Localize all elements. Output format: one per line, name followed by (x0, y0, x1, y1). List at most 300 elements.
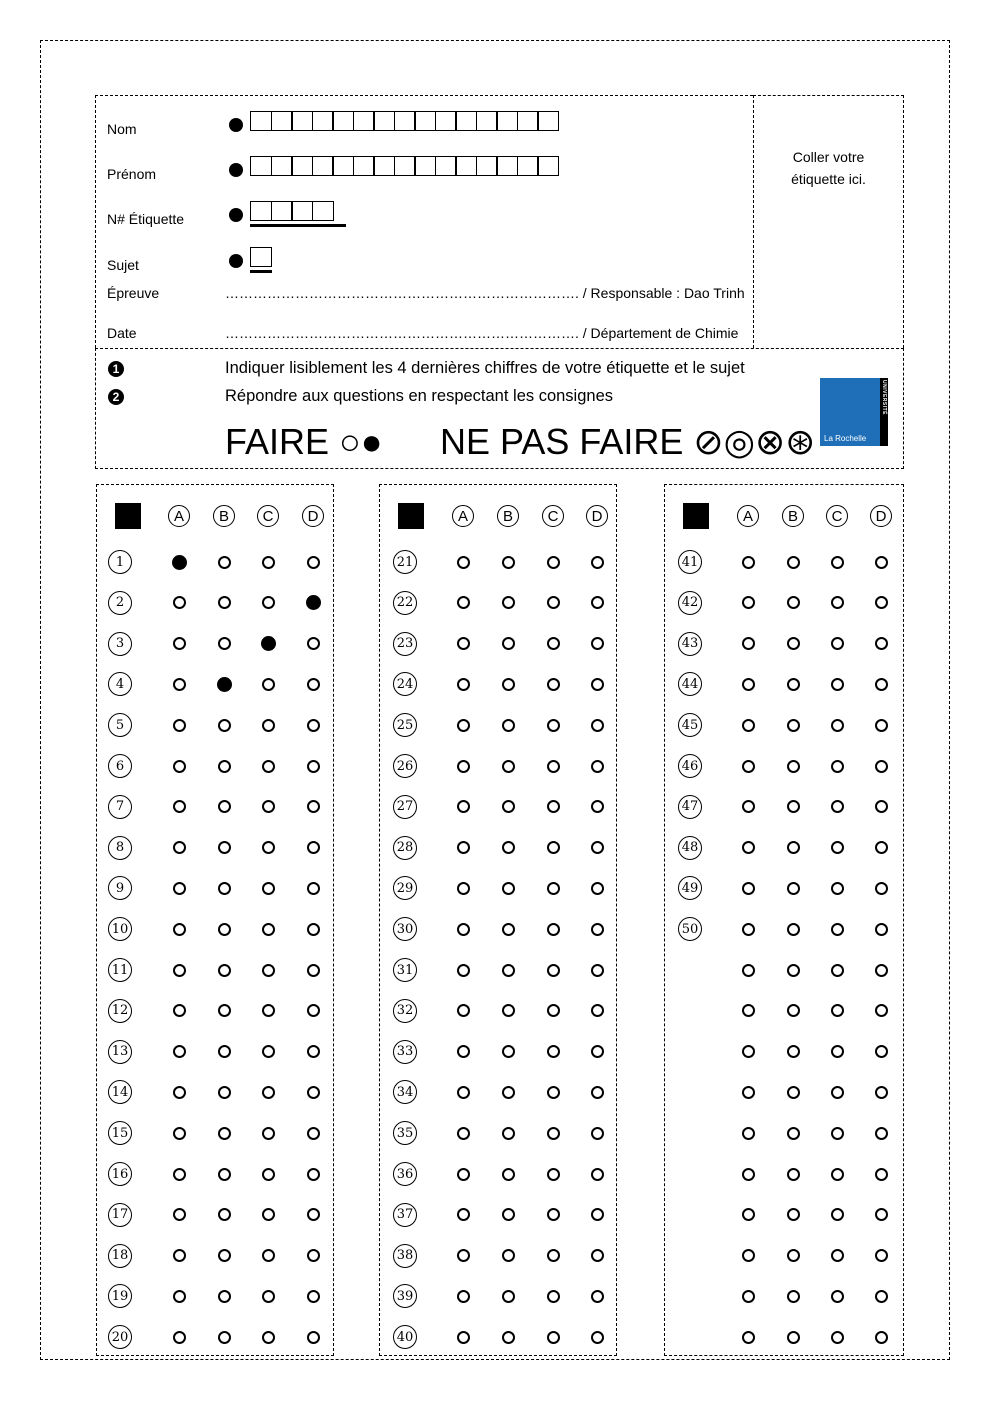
character-box[interactable] (250, 247, 272, 267)
answer-bubble[interactable] (218, 800, 231, 813)
answer-bubble[interactable] (875, 719, 888, 732)
answer-bubble[interactable] (547, 678, 560, 691)
answer-bubble[interactable] (787, 923, 800, 936)
answer-bubble[interactable] (307, 1086, 320, 1099)
answer-bubble[interactable] (547, 1331, 560, 1344)
character-box[interactable] (332, 111, 354, 131)
answer-bubble[interactable] (307, 923, 320, 936)
character-box[interactable] (394, 111, 416, 131)
answer-bubble[interactable] (457, 1249, 470, 1262)
answer-bubble[interactable] (307, 719, 320, 732)
character-box[interactable] (435, 111, 457, 131)
character-box[interactable] (517, 111, 539, 131)
answer-bubble[interactable] (831, 1004, 844, 1017)
character-box[interactable] (353, 111, 375, 131)
answer-bubble[interactable] (306, 595, 321, 610)
answer-bubble[interactable] (173, 1249, 186, 1262)
answer-bubble[interactable] (547, 719, 560, 732)
answer-bubble[interactable] (502, 760, 515, 773)
answer-bubble[interactable] (831, 1086, 844, 1099)
answer-bubble[interactable] (787, 678, 800, 691)
character-box[interactable] (517, 156, 539, 176)
answer-bubble[interactable] (262, 1208, 275, 1221)
question-number: 22 (393, 591, 417, 615)
answer-bubble[interactable] (591, 1249, 604, 1262)
answer-bubble[interactable] (457, 1004, 470, 1017)
answer-bubble[interactable] (547, 1086, 560, 1099)
answer-bubble[interactable] (591, 760, 604, 773)
answer-bubble[interactable] (875, 1045, 888, 1058)
answer-bubble[interactable] (742, 1004, 755, 1017)
answer-bubble[interactable] (502, 1249, 515, 1262)
answer-bubble[interactable] (591, 1086, 604, 1099)
answer-bubble[interactable] (547, 596, 560, 609)
answer-bubble[interactable] (742, 760, 755, 773)
answer-bubble[interactable] (875, 1249, 888, 1262)
answer-bubble[interactable] (787, 882, 800, 895)
answer-bubble[interactable] (502, 556, 515, 569)
answer-bubble[interactable] (875, 1004, 888, 1017)
answer-bubble[interactable] (457, 719, 470, 732)
answer-bubble[interactable] (173, 678, 186, 691)
answer-bubble[interactable] (742, 1127, 755, 1140)
answer-bubble[interactable] (173, 1086, 186, 1099)
answer-bubble[interactable] (875, 841, 888, 854)
question-number: 3 (108, 632, 132, 656)
answer-bubble[interactable] (262, 1004, 275, 1017)
answer-bubble[interactable] (218, 1331, 231, 1344)
answer-bubble[interactable] (787, 800, 800, 813)
answer-bubble[interactable] (591, 1045, 604, 1058)
answer-bubble[interactable] (173, 964, 186, 977)
answer-bubble[interactable] (262, 841, 275, 854)
answer-bubble[interactable] (218, 637, 231, 650)
answer-bubble[interactable] (742, 719, 755, 732)
answer-bubble[interactable] (262, 923, 275, 936)
question-number: 18 (108, 1244, 132, 1268)
answer-bubble[interactable] (831, 1127, 844, 1140)
character-box[interactable] (271, 111, 293, 131)
answer-bubble[interactable] (502, 678, 515, 691)
answer-bubble[interactable] (307, 1045, 320, 1058)
answer-bubble[interactable] (547, 637, 560, 650)
answer-bubble[interactable] (262, 719, 275, 732)
answer-bubble[interactable] (831, 841, 844, 854)
answer-bubble[interactable] (173, 1127, 186, 1140)
answer-bubble[interactable] (591, 1331, 604, 1344)
answer-bubble[interactable] (457, 1045, 470, 1058)
character-box[interactable] (312, 156, 334, 176)
answer-bubble[interactable] (218, 841, 231, 854)
option-header-a: A (168, 505, 190, 527)
character-box[interactable] (250, 156, 272, 176)
answer-bubble[interactable] (307, 800, 320, 813)
answer-bubble[interactable] (218, 1208, 231, 1221)
question-number: 13 (108, 1040, 132, 1064)
answer-bubble[interactable] (787, 964, 800, 977)
answer-bubble[interactable] (831, 1208, 844, 1221)
answer-bubble[interactable] (218, 596, 231, 609)
answer-bubble[interactable] (502, 923, 515, 936)
answer-bubble[interactable] (218, 556, 231, 569)
answer-bubble[interactable] (307, 1331, 320, 1344)
answer-bubble[interactable] (831, 678, 844, 691)
answer-bubble[interactable] (591, 1127, 604, 1140)
answer-bubble[interactable] (457, 1208, 470, 1221)
answer-bubble[interactable] (591, 964, 604, 977)
character-box[interactable] (332, 156, 354, 176)
answer-bubble[interactable] (173, 1331, 186, 1344)
answer-bubble[interactable] (547, 882, 560, 895)
answer-bubble[interactable] (262, 882, 275, 895)
question-number: 17 (108, 1203, 132, 1227)
answer-bubble[interactable] (218, 1127, 231, 1140)
answer-bubble[interactable] (831, 923, 844, 936)
question-number: 7 (108, 795, 132, 819)
answer-bubble[interactable] (787, 637, 800, 650)
answer-bubble[interactable] (457, 596, 470, 609)
answer-bubble[interactable] (173, 719, 186, 732)
character-box[interactable] (250, 201, 272, 221)
epreuve-line[interactable]: …………………………………………………………………. / Responsable : Dao Trinh (225, 285, 745, 301)
answer-bubble[interactable] (547, 800, 560, 813)
answer-bubble[interactable] (218, 1004, 231, 1017)
field-marker-dot (229, 208, 243, 222)
character-box[interactable] (353, 156, 375, 176)
answer-bubble[interactable] (457, 1086, 470, 1099)
answer-bubble[interactable] (262, 1168, 275, 1181)
answer-bubble[interactable] (173, 882, 186, 895)
answer-bubble[interactable] (547, 1208, 560, 1221)
answer-bubble[interactable] (218, 760, 231, 773)
answer-bubble[interactable] (502, 1004, 515, 1017)
answer-bubble[interactable] (173, 1004, 186, 1017)
answer-bubble[interactable] (502, 1208, 515, 1221)
answer-bubble[interactable] (173, 1208, 186, 1221)
answer-bubble[interactable] (173, 923, 186, 936)
answer-bubble[interactable] (591, 596, 604, 609)
answer-bubble[interactable] (502, 841, 515, 854)
answer-bubble[interactable] (262, 1127, 275, 1140)
answer-bubble[interactable] (262, 556, 275, 569)
answer-bubble[interactable] (875, 1290, 888, 1303)
answer-bubble[interactable] (831, 760, 844, 773)
answer-bubble[interactable] (307, 556, 320, 569)
character-box[interactable] (291, 111, 313, 131)
answer-bubble[interactable] (218, 882, 231, 895)
answer-bubble[interactable] (591, 1168, 604, 1181)
answer-bubble[interactable] (742, 596, 755, 609)
answer-bubble[interactable] (875, 1127, 888, 1140)
question-number: 27 (393, 795, 417, 819)
character-box[interactable] (250, 111, 272, 131)
character-box[interactable] (537, 111, 559, 131)
answer-bubble[interactable] (218, 1249, 231, 1262)
answer-bubble[interactable] (591, 882, 604, 895)
answer-bubble[interactable] (742, 1168, 755, 1181)
answer-bubble[interactable] (787, 841, 800, 854)
answer-bubble[interactable] (218, 719, 231, 732)
answer-bubble[interactable] (261, 636, 276, 651)
answer-bubble[interactable] (787, 760, 800, 773)
answer-bubble[interactable] (502, 637, 515, 650)
field-boxes (250, 111, 559, 131)
character-box[interactable] (394, 156, 416, 176)
answer-bubble[interactable] (875, 1331, 888, 1344)
character-box[interactable] (476, 111, 498, 131)
answer-bubble[interactable] (502, 1168, 515, 1181)
answer-bubble[interactable] (307, 1290, 320, 1303)
answer-bubble[interactable] (831, 596, 844, 609)
answer-bubble[interactable] (831, 964, 844, 977)
answer-bubble[interactable] (218, 1045, 231, 1058)
answer-bubble[interactable] (742, 1249, 755, 1262)
answer-bubble[interactable] (457, 841, 470, 854)
answer-bubble[interactable] (787, 719, 800, 732)
answer-bubble[interactable] (875, 760, 888, 773)
answer-bubble[interactable] (547, 841, 560, 854)
answer-bubble[interactable] (218, 1168, 231, 1181)
answer-bubble[interactable] (742, 923, 755, 936)
answer-bubble[interactable] (742, 1045, 755, 1058)
answer-bubble[interactable] (787, 1290, 800, 1303)
answer-bubble[interactable] (875, 678, 888, 691)
answer-bubble[interactable] (787, 1249, 800, 1262)
character-box[interactable] (271, 201, 293, 221)
answer-bubble[interactable] (787, 1331, 800, 1344)
question-number: 29 (393, 876, 417, 900)
answer-bubble[interactable] (547, 923, 560, 936)
character-box[interactable] (373, 111, 395, 131)
answer-bubble[interactable] (547, 760, 560, 773)
answer-bubble[interactable] (547, 1249, 560, 1262)
answer-bubble[interactable] (742, 637, 755, 650)
answer-bubble[interactable] (262, 678, 275, 691)
answer-bubble[interactable] (218, 923, 231, 936)
answer-bubble[interactable] (457, 637, 470, 650)
answer-bubble[interactable] (172, 555, 187, 570)
answer-bubble[interactable] (742, 882, 755, 895)
answer-bubble[interactable] (307, 882, 320, 895)
answer-bubble[interactable] (591, 841, 604, 854)
answer-bubble[interactable] (502, 596, 515, 609)
answer-bubble[interactable] (547, 1168, 560, 1181)
answer-bubble[interactable] (457, 760, 470, 773)
answer-bubble[interactable] (831, 719, 844, 732)
answer-bubble[interactable] (831, 556, 844, 569)
field-label: Sujet (107, 257, 139, 273)
answer-bubble[interactable] (457, 1168, 470, 1181)
answer-bubble[interactable] (547, 556, 560, 569)
character-box[interactable] (414, 111, 436, 131)
answer-bubble[interactable] (591, 719, 604, 732)
answer-bubble[interactable] (173, 800, 186, 813)
answer-bubble[interactable] (218, 964, 231, 977)
answer-bubble[interactable] (502, 1086, 515, 1099)
answer-bubble[interactable] (457, 800, 470, 813)
answer-bubble[interactable] (742, 1290, 755, 1303)
answer-bubble[interactable] (875, 596, 888, 609)
answer-bubble[interactable] (547, 1290, 560, 1303)
character-box[interactable] (291, 156, 313, 176)
answer-bubble[interactable] (742, 800, 755, 813)
answer-bubble[interactable] (787, 596, 800, 609)
answer-bubble[interactable] (307, 678, 320, 691)
answer-bubble[interactable] (875, 923, 888, 936)
answer-bubble[interactable] (173, 1045, 186, 1058)
answer-bubble[interactable] (502, 1290, 515, 1303)
question-number: 14 (108, 1080, 132, 1104)
character-box[interactable] (291, 201, 313, 221)
question-number: 25 (393, 713, 417, 737)
answer-bubble[interactable] (787, 1004, 800, 1017)
answer-bubble[interactable] (218, 1290, 231, 1303)
answer-bubble[interactable] (457, 678, 470, 691)
answer-bubble[interactable] (307, 760, 320, 773)
answer-bubble[interactable] (502, 1331, 515, 1344)
question-number: 34 (393, 1080, 417, 1104)
answer-bubble[interactable] (742, 841, 755, 854)
answer-bubble[interactable] (262, 1045, 275, 1058)
answer-bubble[interactable] (502, 882, 515, 895)
character-box[interactable] (312, 111, 334, 131)
answer-bubble[interactable] (875, 882, 888, 895)
answer-bubble[interactable] (831, 800, 844, 813)
answer-bubble[interactable] (787, 1086, 800, 1099)
answer-bubble[interactable] (875, 964, 888, 977)
question-number: 42 (678, 591, 702, 615)
answer-bubble[interactable] (173, 637, 186, 650)
character-box[interactable] (373, 156, 395, 176)
answer-bubble[interactable] (547, 1127, 560, 1140)
answer-bubble[interactable] (307, 1127, 320, 1140)
answer-bubble[interactable] (307, 637, 320, 650)
answer-bubble[interactable] (262, 800, 275, 813)
answer-bubble[interactable] (502, 1045, 515, 1058)
answer-bubble[interactable] (173, 596, 186, 609)
answer-bubble[interactable] (591, 556, 604, 569)
answer-bubble[interactable] (831, 637, 844, 650)
answer-bubble[interactable] (502, 800, 515, 813)
question-number: 39 (393, 1284, 417, 1308)
character-box[interactable] (312, 201, 334, 221)
answer-bubble[interactable] (875, 1168, 888, 1181)
question-number: 35 (393, 1121, 417, 1145)
answer-bubble[interactable] (742, 1331, 755, 1344)
answer-bubble[interactable] (262, 1331, 275, 1344)
answer-bubble[interactable] (787, 1208, 800, 1221)
answer-bubble[interactable] (217, 677, 232, 692)
answer-bubble[interactable] (591, 1208, 604, 1221)
answer-bubble[interactable] (502, 1127, 515, 1140)
answer-bubble[interactable] (591, 637, 604, 650)
answer-bubble[interactable] (307, 1208, 320, 1221)
answer-bubble[interactable] (173, 1290, 186, 1303)
answer-bubble[interactable] (307, 1004, 320, 1017)
answer-bubble[interactable] (787, 1168, 800, 1181)
answer-bubble[interactable] (173, 841, 186, 854)
answer-bubble[interactable] (502, 719, 515, 732)
answer-bubble[interactable] (787, 1127, 800, 1140)
character-box[interactable] (435, 156, 457, 176)
answer-bubble[interactable] (262, 1086, 275, 1099)
date-line[interactable]: …………………………………………………………………. / Département de Chimie (225, 325, 739, 341)
answer-bubble[interactable] (457, 556, 470, 569)
answer-bubble[interactable] (262, 1290, 275, 1303)
character-box[interactable] (455, 156, 477, 176)
answer-bubble[interactable] (742, 678, 755, 691)
answer-bubble[interactable] (262, 1249, 275, 1262)
answer-bubble[interactable] (307, 841, 320, 854)
sticker-text: Coller votre étiquette ici. (791, 149, 866, 187)
answer-bubble[interactable] (787, 1045, 800, 1058)
answer-bubble[interactable] (547, 1004, 560, 1017)
answer-bubble[interactable] (591, 1004, 604, 1017)
answer-bubble[interactable] (831, 1045, 844, 1058)
answer-bubble[interactable] (307, 1168, 320, 1181)
answer-bubble[interactable] (307, 964, 320, 977)
answer-bubble[interactable] (787, 556, 800, 569)
epreuve-label: Épreuve (107, 285, 160, 301)
answer-bubble[interactable] (875, 637, 888, 650)
answer-bubble[interactable] (457, 1331, 470, 1344)
answer-bubble[interactable] (457, 1290, 470, 1303)
question-number: 5 (108, 713, 132, 737)
answer-bubble[interactable] (547, 1045, 560, 1058)
answer-bubble[interactable] (831, 882, 844, 895)
character-box[interactable] (414, 156, 436, 176)
answer-bubble[interactable] (457, 923, 470, 936)
answer-bubble[interactable] (831, 1331, 844, 1344)
answer-bubble[interactable] (218, 1086, 231, 1099)
answer-bubble[interactable] (742, 964, 755, 977)
answer-bubble[interactable] (875, 556, 888, 569)
answer-bubble[interactable] (591, 923, 604, 936)
answer-bubble[interactable] (262, 760, 275, 773)
answer-bubble[interactable] (307, 1249, 320, 1262)
answer-bubble[interactable] (173, 760, 186, 773)
character-box[interactable] (496, 156, 518, 176)
character-box[interactable] (496, 111, 518, 131)
character-box[interactable] (455, 111, 477, 131)
answer-bubble[interactable] (831, 1290, 844, 1303)
answer-bubble[interactable] (262, 596, 275, 609)
answer-bubble[interactable] (742, 1208, 755, 1221)
answer-bubble[interactable] (502, 964, 515, 977)
answer-bubble[interactable] (457, 882, 470, 895)
character-box[interactable] (537, 156, 559, 176)
answer-bubble[interactable] (742, 1086, 755, 1099)
answer-bubble[interactable] (831, 1168, 844, 1181)
character-box[interactable] (271, 156, 293, 176)
answer-bubble[interactable] (742, 556, 755, 569)
answer-bubble[interactable] (457, 964, 470, 977)
field-underline (250, 270, 272, 273)
character-box[interactable] (476, 156, 498, 176)
answer-bubble[interactable] (591, 1290, 604, 1303)
answer-bubble[interactable] (831, 1249, 844, 1262)
answer-bubble[interactable] (262, 964, 275, 977)
answer-bubble[interactable] (875, 1086, 888, 1099)
answer-bubble[interactable] (547, 964, 560, 977)
answer-bubble[interactable] (875, 1208, 888, 1221)
answer-bubble[interactable] (173, 1168, 186, 1181)
answer-bubble[interactable] (591, 678, 604, 691)
answer-bubble[interactable] (457, 1127, 470, 1140)
answer-bubble[interactable] (875, 800, 888, 813)
option-header-c: C (542, 505, 564, 527)
answer-bubble[interactable] (591, 800, 604, 813)
